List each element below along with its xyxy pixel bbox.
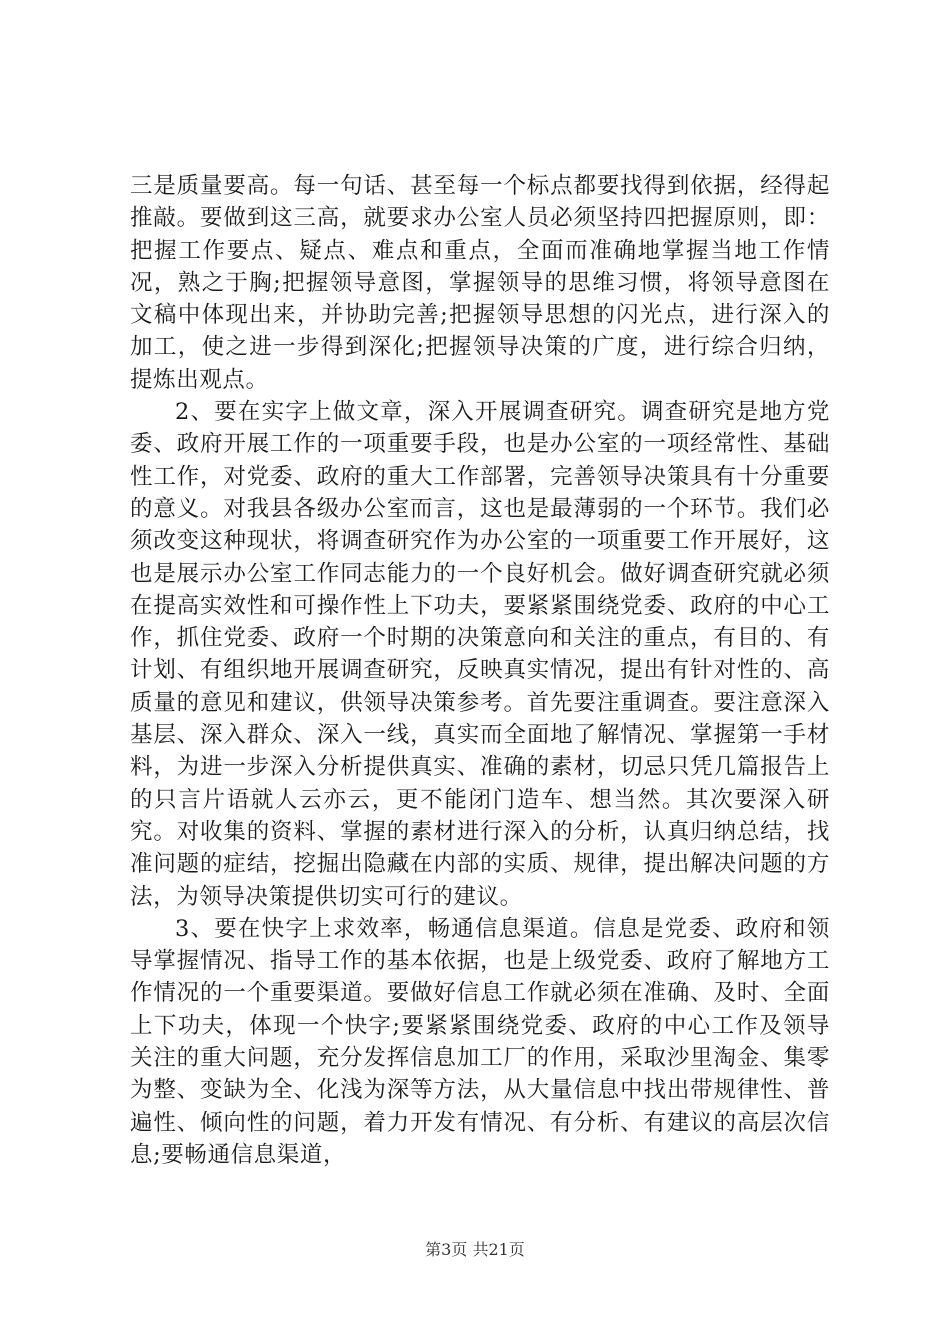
- document-body: [130, 170, 830, 1171]
- page-footer: 第3页 共21页: [425, 1240, 525, 1259]
- paragraph-continuation: 三是质量要高。每一句话、甚至每一个标点都要找得到依据，经得起推敲。要做到这三高，就要求办公室人员必须坚持四把握原则，即：把握工作要点、疑点、难点和重点，全面而准确地掌握当地工作情况，熟之于胸;把握领导意图，掌握领导的思维习惯，将领导意图在文稿中体现出来，并协助完善;把握领导思想的闪光点，进行深入的加工，使之进一步得到深化;把握领导决策的广度，进行综合归纳，提炼出观点。: [130, 173, 830, 393]
- paragraph-section-2: 2、要在实字上做文章，深入开展调查研究。调查研究是地方党委、政府开展工作的一项重要手段，也是办公室的一项经常性、基础性工作，对党委、政府的重大工作部署，完善领导决策具有十分重要的意义。对我县各级办公室而言，这也是最薄弱的一个环节。我们必须改变这种现状，将调查研究作为办公室的一项重要工作开展好，这也是展示办公室工作同志能力的一个良好机会。做好调查研究就必须在提高实效性和可操作性上下功夫，要紧紧围绕党委、政府的中心工作，抓住党委、政府一个时期的决策意向和关注的重点，有目的、有计划、有组织地开展调查研究，反映真实情况，提出有针对性的、高质量的意见和建议，供领导决策参考。首先要注重调查。要注意深入基层、深入群众、深入一线，真实而全面地了解情况、掌握第一手材料，为进一步深入分析提供真实、准确的素材，切忌只凭几篇报告上的只言片语就人云亦云，更不能闭门造车、想当然。其次要深入研究。对收集的资料、掌握的素材进行深入的分析，认真归纳总结，找准问题的症结，挖掘出隐藏在内部的实质、规律，提出解决问题的方法，为领导决策提供切实可行的建议。: [130, 399, 830, 910]
- paragraph-section-3: 3、要在快字上求效率，畅通信息渠道。信息是党委、政府和领导掌握情况、指导工作的基本依据，也是上级党委、政府了解地方工作情况的一个重要渠道。要做好信息工作就必须在准确、及时、全面上下功夫，体现一个快字;要紧紧围绕党委、政府的中心工作及领导关注的重大问题，充分发挥信息加工厂的作用，采取沙里淘金、集零为整、变缺为全、化浅为深等方法，从大量信息中找出带规律性、普遍性、倾向性的问题，着力开发有情况、有分析、有建议的高层次信息;要畅通信息渠道，: [130, 915, 830, 1168]
